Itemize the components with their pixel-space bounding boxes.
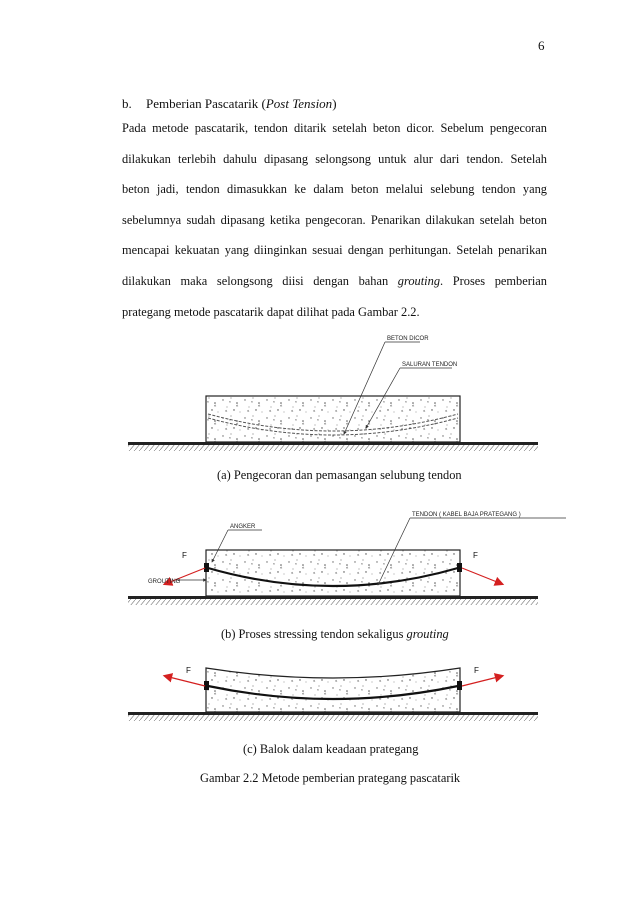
force-arrow-left-c (165, 676, 205, 686)
force-arrow-right-b (462, 568, 502, 584)
ground-hatch-a (128, 445, 538, 451)
force-arrow-right-c (462, 676, 502, 686)
force-label-right-c: F (474, 666, 479, 675)
figure-c-drawing (128, 666, 538, 721)
paragraph-line: mencapai kekuatan yang diinginkan sesuai dengan perhitungan. Setelah penarikan (122, 243, 547, 258)
label-beton-dicor: BETON DICOR (387, 336, 429, 342)
paragraph-line: beton jadi, tendon dimasukkan ke dalam beton melalui selebung tendon yang (122, 182, 547, 197)
anchor-right-c (457, 681, 462, 690)
section-title-italic: Post Tension (265, 96, 333, 111)
ground-line-b (128, 596, 538, 599)
force-label-left-b: F (182, 551, 187, 560)
beam-c (206, 668, 460, 712)
line6-italic: grouting (397, 273, 441, 288)
beam-b (206, 550, 460, 596)
paragraph-line: sebelumnya sudah dipasang ketika pengecoran. Penarikan dilakukan setelah beton (122, 212, 547, 227)
ground-line-c (128, 712, 538, 715)
caption-a: (a) Pengecoran dan pemasangan selubung tendon (217, 468, 462, 482)
label-angker: ANGKER (230, 524, 256, 530)
section-title: Pemberian Pascatarik ( (146, 96, 266, 111)
figure-title: Gambar 2.2 Metode pemberian prategang pascatarik (200, 771, 461, 785)
force-label-left-c: F (186, 666, 191, 675)
label-saluran-tendon: SALURAN TENDON (402, 362, 458, 368)
label-tendon: TENDON ( KABEL BAJA PRATEGANG ) (412, 512, 521, 518)
caption-c: (c) Balok dalam keadaan prategang (243, 742, 419, 756)
caption-b-text: (b) Proses stressing tendon sekaligus (221, 627, 407, 641)
anchor-right-b (457, 563, 462, 572)
section-title-close: ) (332, 96, 337, 111)
figure-a-drawing (128, 336, 538, 451)
paragraph-line: prategang metode pascatarik dapat dilihat pada Gambar 2.2. (122, 304, 420, 319)
ground-hatch-b (128, 599, 538, 605)
figure-b-drawing (128, 512, 566, 605)
caption-b-italic: grouting (406, 627, 449, 641)
label-grouting: GROUTING (148, 579, 181, 585)
section-marker: b. (122, 96, 132, 111)
caption-b (221, 627, 449, 642)
line6-post: . Proses pemberian (440, 273, 547, 288)
line6-pre: dilakukan maka selongsong diisi dengan bahan (122, 273, 398, 288)
paragraph-line: dilakukan terlebih dahulu dipasang selongsong untuk alur dari tendon. Setelah (122, 151, 547, 166)
paragraph-line: Pada metode pascatarik, tendon ditarik setelah beton dicor. Sebelum pengecoran (122, 121, 547, 135)
ground-hatch-c (128, 715, 538, 721)
ground-line-a (128, 442, 538, 445)
force-label-right-b: F (473, 551, 478, 560)
page-number: 6 (538, 38, 545, 53)
